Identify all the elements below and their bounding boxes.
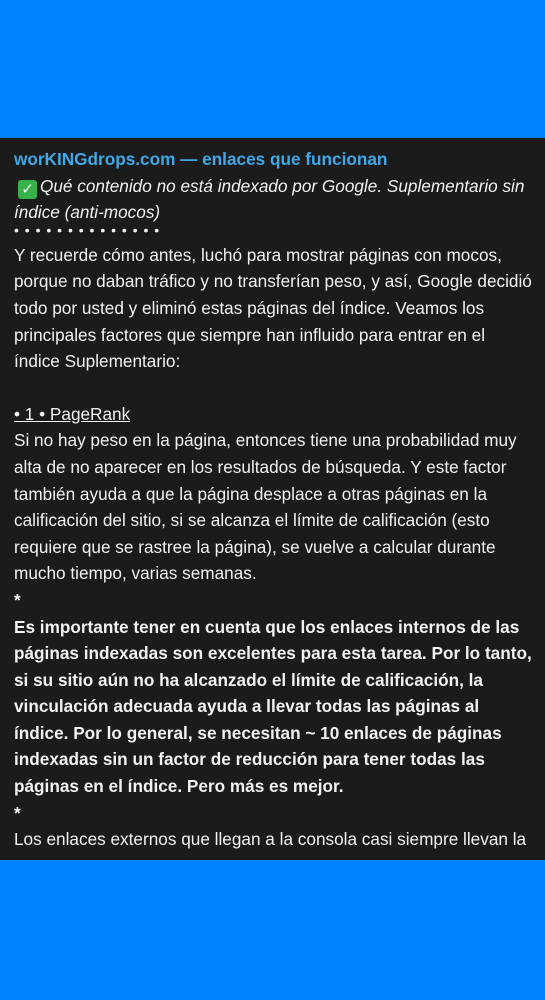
channel-title[interactable]: worKINGdrops.com — enlaces que funcionan: [14, 149, 388, 169]
paragraph-external-links: Los enlaces externos que llegan a la consola casi siempre llevan la: [14, 829, 527, 850]
bottom-background: [0, 860, 545, 1000]
post-headline: [14, 173, 533, 226]
top-background: [0, 0, 545, 138]
paragraph-intro: Y recuerde cómo antes, luchó para mostrar páginas con mocos, porque no daban tráfico y no transferían peso, y así, Google decidió todo por usted y eliminó estas páginas del índice. Veamos los principales factores que siempre han influido para entrar en el índice Suplementario:: [14, 244, 532, 372]
post-headline-text: Qué contenido no está indexado por Google. Suplementario sin índice (anti-mocos): [14, 175, 525, 223]
separator-dots: • • • • • • • • • • • • • •: [14, 221, 161, 238]
separator-star: *: [14, 802, 21, 823]
section-pagerank-title: • 1 • PageRank: [14, 403, 131, 424]
paragraph-pagerank: Si no hay peso en la página, entonces tiene una probabilidad muy alta de no aparecer en los resultados de búsqueda. Y este factor también ayuda a que la página desplace a otras páginas en la calificación del sitio, si se alcanza el límite de calificación (esto requiere que se rastree la página), se vuelve a calcular durante mucho tiempo, varias semanas.: [14, 430, 517, 584]
separator-star: *: [14, 589, 21, 610]
check-mark-icon: ✓: [18, 180, 37, 199]
paragraph-internal-links: Es importante tener en cuenta que los enlaces internos de las páginas indexadas son excelentes para esta tarea. Por lo tanto, si su sitio aún no ha alcanzado el límite de calificación, la vinculación adecuada ayuda a llevar todas las páginas al índice. Por lo general, se necesitan ~ 10 enlaces de páginas indexadas sin un factor de reducción para tener todas las páginas en el índice. Pero más es mejor.: [14, 616, 532, 797]
post-card: [0, 138, 545, 860]
